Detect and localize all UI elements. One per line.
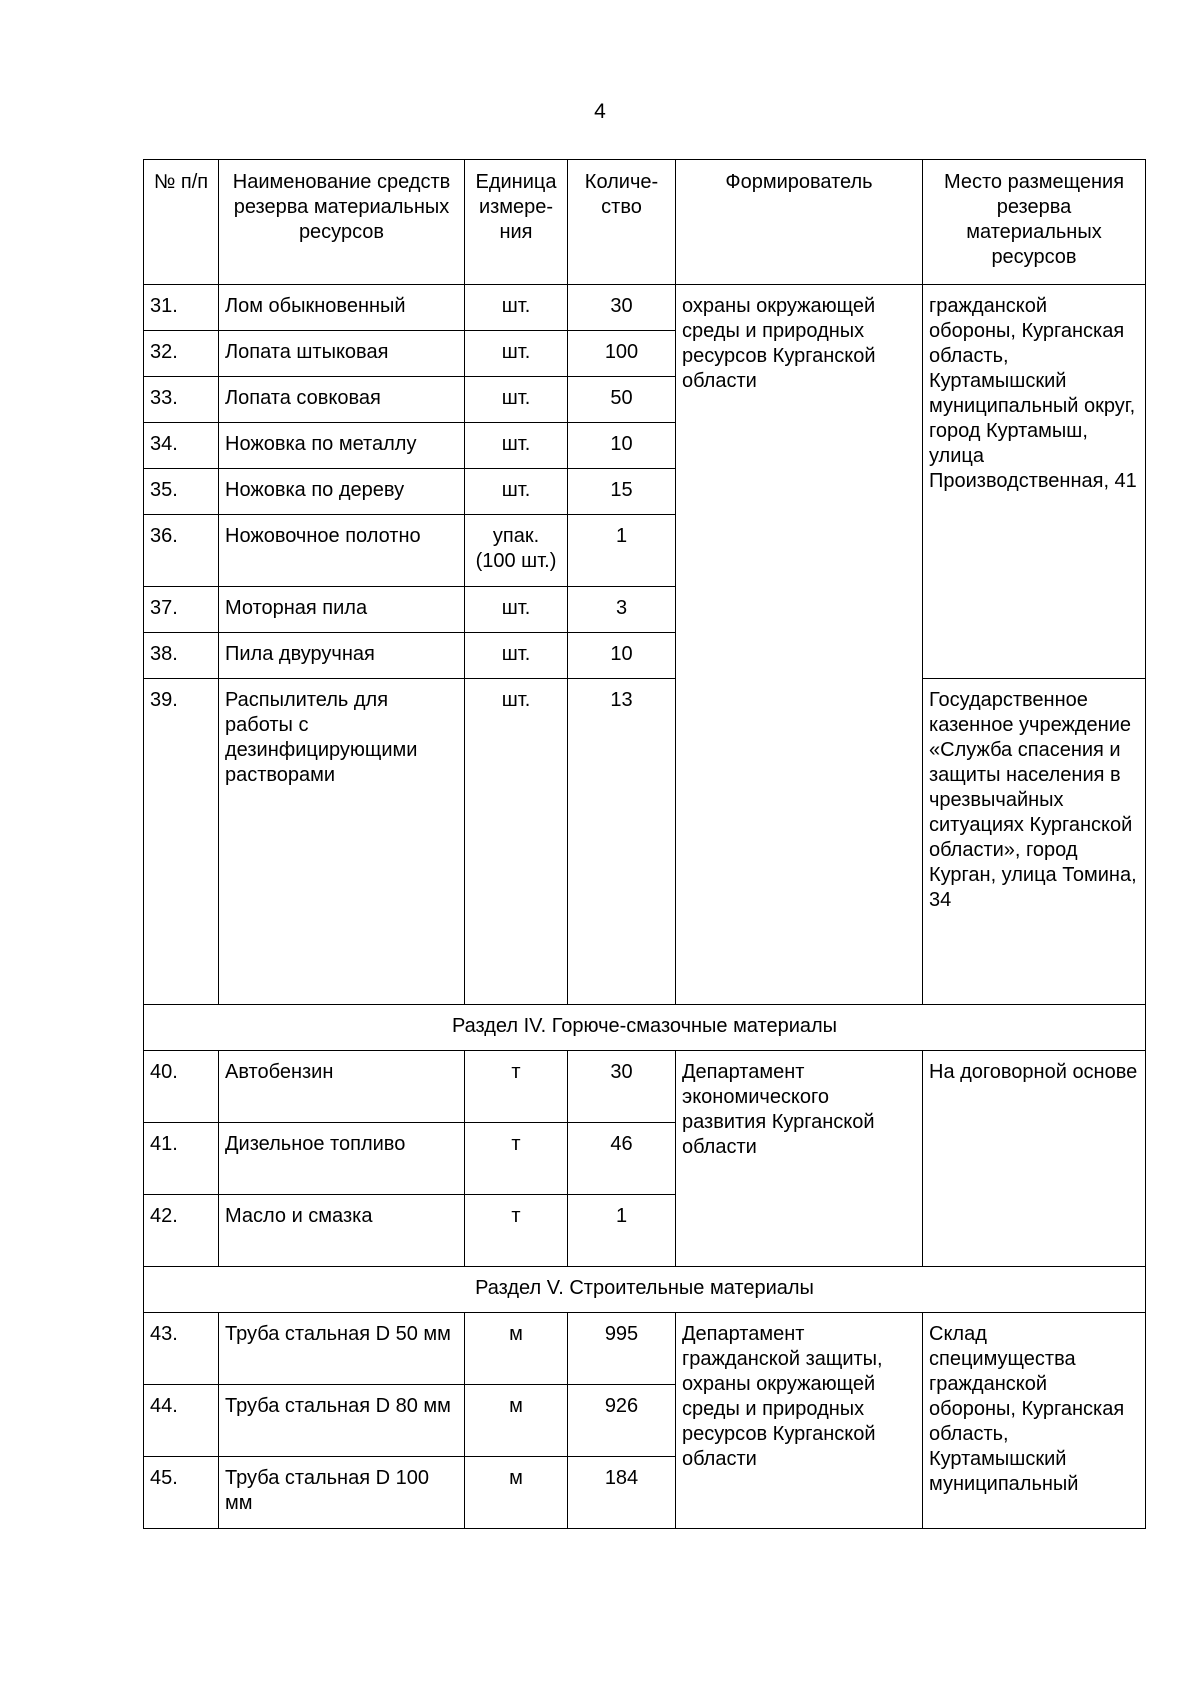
row-former: Департамент экономического развития Курганской области bbox=[676, 1051, 923, 1267]
row-name: Труба стальная D 80 мм bbox=[219, 1385, 465, 1457]
row-location: Склад специмущества гражданской обороны, Курганская область, Куртамышский муниципальный bbox=[923, 1313, 1146, 1529]
section-title: Раздел V. Строительные материалы bbox=[144, 1267, 1146, 1313]
row-name: Моторная пила bbox=[219, 587, 465, 633]
row-qty: 30 bbox=[568, 1051, 676, 1123]
row-unit: шт. bbox=[465, 377, 568, 423]
header-former: Формирователь bbox=[676, 160, 923, 285]
row-num: 40. bbox=[144, 1051, 219, 1123]
row-location: Государственное казенное учреждение «Служба спасения и защиты населения в чрезвычайных ситуациях Курганской области», город Курган, улица Томина, 34 bbox=[923, 679, 1146, 1005]
row-unit: шт. bbox=[465, 679, 568, 1005]
row-name: Лопата штыковая bbox=[219, 331, 465, 377]
row-name: Ножовка по металлу bbox=[219, 423, 465, 469]
table-row bbox=[144, 679, 1146, 1005]
row-num: 41. bbox=[144, 1123, 219, 1195]
row-qty: 50 bbox=[568, 377, 676, 423]
row-name: Лопата совковая bbox=[219, 377, 465, 423]
row-unit: т bbox=[465, 1123, 568, 1195]
header-name: Наименование средств резерва материальных ресурсов bbox=[219, 160, 465, 285]
row-name: Лом обыкновенный bbox=[219, 285, 465, 331]
row-num: 32. bbox=[144, 331, 219, 377]
row-unit: м bbox=[465, 1457, 568, 1529]
row-qty: 10 bbox=[568, 633, 676, 679]
row-name: Масло и смазка bbox=[219, 1195, 465, 1267]
row-num: 33. bbox=[144, 377, 219, 423]
row-num: 37. bbox=[144, 587, 219, 633]
row-unit: шт. bbox=[465, 633, 568, 679]
row-qty: 10 bbox=[568, 423, 676, 469]
row-num: 45. bbox=[144, 1457, 219, 1529]
row-qty: 46 bbox=[568, 1123, 676, 1195]
row-num: 44. bbox=[144, 1385, 219, 1457]
row-location: гражданской обороны, Курганская область, Куртамышский муниципальный округ, город Куртамыш, улица Производственная, 41 bbox=[923, 285, 1146, 679]
row-unit: шт. bbox=[465, 331, 568, 377]
row-unit: м bbox=[465, 1313, 568, 1385]
row-name: Автобензин bbox=[219, 1051, 465, 1123]
row-qty: 15 bbox=[568, 469, 676, 515]
row-name: Труба стальная D 50 мм bbox=[219, 1313, 465, 1385]
row-qty: 995 bbox=[568, 1313, 676, 1385]
header-unit: Единица измере-ния bbox=[465, 160, 568, 285]
row-qty: 1 bbox=[568, 1195, 676, 1267]
row-qty: 100 bbox=[568, 331, 676, 377]
row-unit: шт. bbox=[465, 469, 568, 515]
page-number: 4 bbox=[594, 100, 606, 123]
table-row bbox=[144, 1051, 1146, 1123]
row-unit: т bbox=[465, 1051, 568, 1123]
row-num: 39. bbox=[144, 679, 219, 1005]
row-num: 31. bbox=[144, 285, 219, 331]
row-num: 38. bbox=[144, 633, 219, 679]
row-num: 36. bbox=[144, 515, 219, 587]
row-qty: 1 bbox=[568, 515, 676, 587]
row-name: Дизельное топливо bbox=[219, 1123, 465, 1195]
row-unit: м bbox=[465, 1385, 568, 1457]
row-name: Труба стальная D 100 мм bbox=[219, 1457, 465, 1529]
section-heading-row bbox=[144, 1005, 1146, 1051]
row-unit: шт. bbox=[465, 587, 568, 633]
row-num: 35. bbox=[144, 469, 219, 515]
row-num: 42. bbox=[144, 1195, 219, 1267]
row-name: Распылитель для работы с дезинфицирующими растворами bbox=[219, 679, 465, 1005]
row-num: 43. bbox=[144, 1313, 219, 1385]
row-former: охраны окружающей среды и природных ресурсов Курганской области bbox=[676, 285, 923, 1005]
row-qty: 184 bbox=[568, 1457, 676, 1529]
section-title: Раздел IV. Горюче-смазочные материалы bbox=[144, 1005, 1146, 1051]
row-unit: шт. bbox=[465, 423, 568, 469]
row-qty: 3 bbox=[568, 587, 676, 633]
resources-table bbox=[143, 159, 1146, 1529]
row-unit: т bbox=[465, 1195, 568, 1267]
row-unit: упак. (100 шт.) bbox=[465, 515, 568, 587]
row-num: 34. bbox=[144, 423, 219, 469]
header-num: № п/п bbox=[144, 160, 219, 285]
row-unit: шт. bbox=[465, 285, 568, 331]
header-qty: Количе-ство bbox=[568, 160, 676, 285]
row-former: Департамент гражданской защиты, охраны окружающей среды и природных ресурсов Курганской области bbox=[676, 1313, 923, 1529]
header-location: Место размещения резерва материальных ресурсов bbox=[923, 160, 1146, 285]
table-row bbox=[144, 285, 1146, 331]
table-header-row bbox=[144, 160, 1146, 285]
row-location: На договорной основе bbox=[923, 1051, 1146, 1267]
row-qty: 13 bbox=[568, 679, 676, 1005]
row-qty: 30 bbox=[568, 285, 676, 331]
row-qty: 926 bbox=[568, 1385, 676, 1457]
table-row bbox=[144, 1313, 1146, 1385]
row-name: Пила двуручная bbox=[219, 633, 465, 679]
section-heading-row bbox=[144, 1267, 1146, 1313]
row-name: Ножовка по дереву bbox=[219, 469, 465, 515]
row-name: Ножовочное полотно bbox=[219, 515, 465, 587]
